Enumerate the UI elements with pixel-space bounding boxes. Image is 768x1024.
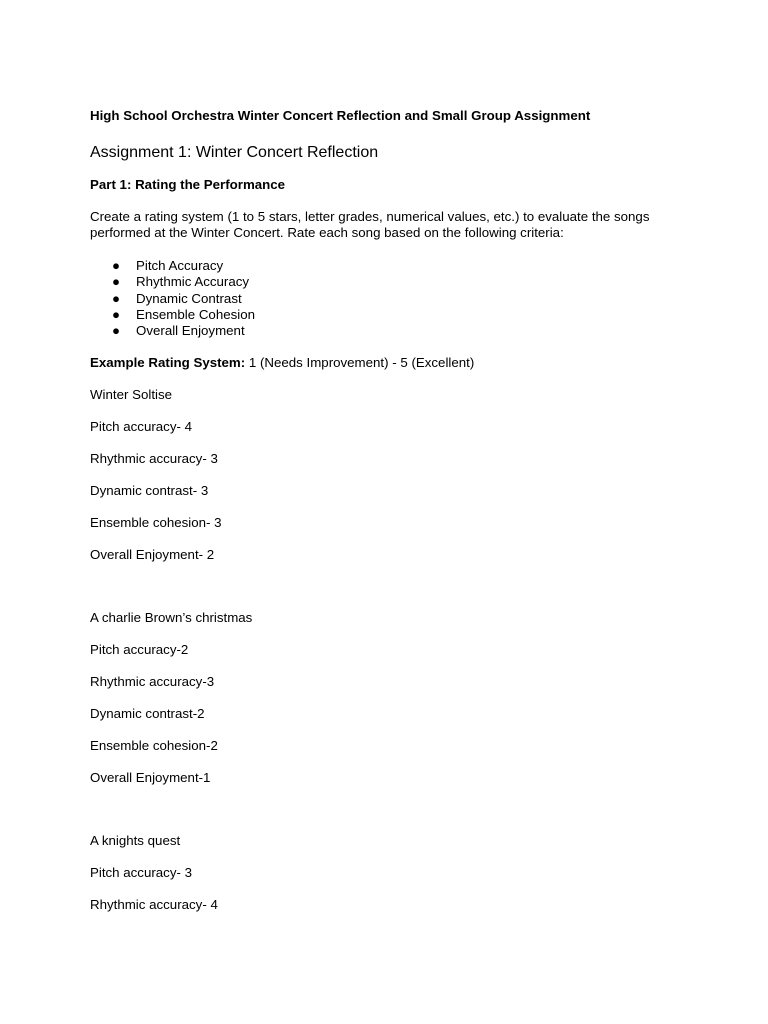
rating-line: Ensemble cohesion-2: [90, 738, 218, 753]
intro-line-2: performed at the Winter Concert. Rate each song based on the following criteria:: [90, 225, 564, 240]
criteria-item: [90, 323, 255, 339]
rating-line: Rhythmic accuracy- 3: [90, 451, 218, 466]
rating-line: Overall Enjoyment- 2: [90, 547, 215, 562]
rating-line: Rhythmic accuracy- 4: [90, 897, 218, 912]
bullet-icon: ●: [112, 290, 121, 306]
criteria-item: [90, 307, 255, 323]
rating-line: Ensemble cohesion- 3: [90, 515, 222, 530]
assignment-heading: Assignment 1: Winter Concert Reflection: [90, 144, 379, 161]
document-title: High School Orchestra Winter Concert Reflection and Small Group Assignment: [90, 108, 591, 123]
bullet-icon: ●: [112, 306, 121, 322]
part-heading: Part 1: Rating the Performance: [90, 177, 286, 192]
example-label: Example Rating System:: [90, 355, 246, 370]
bullet-icon: ●: [112, 274, 121, 290]
criteria-label: Overall Enjoyment: [136, 323, 245, 339]
rating-line: Dynamic contrast-2: [90, 706, 205, 721]
criteria-label: Rhythmic Accuracy: [136, 274, 250, 290]
criteria-label: Ensemble Cohesion: [136, 306, 256, 322]
song-title: A knights quest: [90, 833, 181, 848]
criteria-list: [90, 258, 255, 339]
rating-line: Pitch accuracy-2: [90, 642, 189, 657]
intro-line-1: Create a rating system (1 to 5 stars, letter grades, numerical values, etc.) to evaluate the songs: [90, 209, 650, 224]
criteria-item: [90, 291, 255, 307]
criteria-item: [90, 274, 255, 290]
rating-line: Overall Enjoyment-1: [90, 770, 211, 785]
bullet-icon: ●: [112, 323, 121, 339]
example-rating-system: [90, 355, 474, 371]
rating-line: Pitch accuracy- 4: [90, 419, 192, 434]
example-value: 1 (Needs Improvement) - 5 (Excellent): [245, 355, 475, 370]
criteria-label: Dynamic Contrast: [136, 290, 242, 306]
song-title: A charlie Brown’s christmas: [90, 610, 253, 625]
rating-line: Rhythmic accuracy-3: [90, 674, 215, 689]
intro-paragraph: [90, 209, 690, 241]
criteria-label: Pitch Accuracy: [136, 258, 224, 273]
song-title: Winter Soltise: [90, 387, 173, 402]
rating-line: Dynamic contrast- 3: [90, 483, 209, 498]
criteria-item: [90, 258, 255, 274]
rating-line: Pitch accuracy- 3: [90, 865, 192, 880]
bullet-icon: ●: [112, 258, 121, 273]
